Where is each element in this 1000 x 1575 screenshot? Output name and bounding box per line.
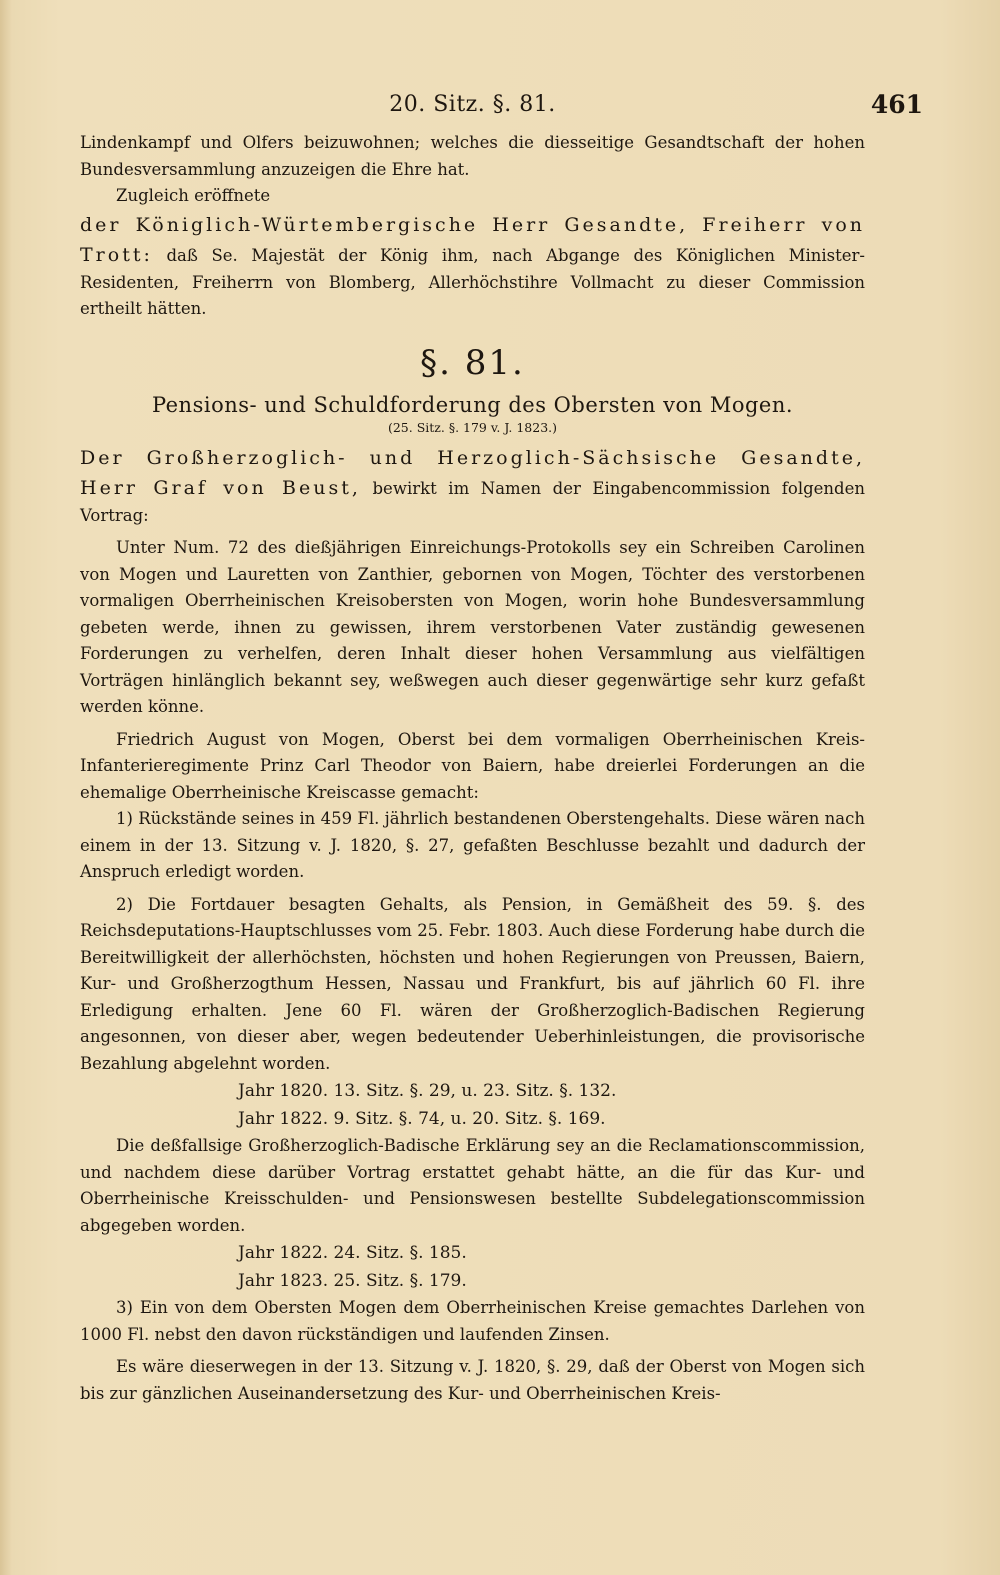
page-header bbox=[80, 90, 923, 124]
paragraph: Es wäre dieserwegen in der 13. Sitzung v. J. 1820, §. 29, daß der Oberst von Mogen sich bis zur gänzlichen Auseinandersetzung des Kur- und Oberrheinischen Kreis- bbox=[80, 1357, 865, 1403]
section-number: §. 81. bbox=[420, 342, 525, 383]
paragraph: Unter Num. 72 des dießjährigen Einreichungs-Protokolls sey ein Schreiben Carolinen von Mogen und Lauretten von Zanthier, gebornen von Mogen, Töchter des verstorbenen vormaligen Oberrheinischen Kreisobersten von Mogen, worin hohe Bundesversammlung gebeten werde, ihnen zu gewissen, ihrem verstorbenen Vater zuständig gewesenen Forderungen zu verhelfen, deren Inhalt dieser hohen Versammlung aus vielfältigen Vorträgen hinlänglich bekannt sey, weßwegen auch dieser gegenwärtige sehr kurz gefaßt werden könne. bbox=[80, 538, 865, 716]
paragraph-text: bewirkt im Namen der Eingabencommission folgenden Vortrag: bbox=[80, 478, 866, 525]
spaced-name: der Königlich-Würtembergische Herr Gesandte, Freiherr von Trott: bbox=[80, 213, 865, 266]
reference-line: Jahr 1820. 13. Sitz. §. 29, u. 23. Sitz. §. 132. bbox=[238, 1081, 617, 1101]
paragraph bbox=[80, 210, 865, 323]
list-item: 1) Rückstände seines in 459 Fl. jährlich bestandenen Oberstengehalts. Diese wären nach einem in der 13. Sitzung v. J. 1820, §. 27, gefaßten Beschlusse bezahlt und dadurch der Anspruch erledigt worden. bbox=[80, 809, 865, 881]
section-title: Pensions- und Schuldforderung des Obersten von Mogen. bbox=[151, 392, 794, 417]
reference-line: Jahr 1822. 24. Sitz. §. 185. bbox=[238, 1243, 467, 1263]
page-body bbox=[80, 130, 865, 1407]
list-item: 3) Ein von dem Obersten Mogen dem Oberrheinischen Kreise gemachtes Darlehen von 1000 Fl. nebst den davon rückständigen und laufenden Zinsen. bbox=[80, 1298, 865, 1344]
paragraph bbox=[80, 443, 865, 530]
spaced-name: Der Großherzoglich- und Herzoglich-Sächsische Gesandte, Herr Graf von Beust, bbox=[80, 446, 865, 499]
reference-line: Jahr 1823. 25. Sitz. §. 179. bbox=[238, 1271, 467, 1291]
paragraph-intro: Zugleich eröffnete bbox=[116, 186, 271, 205]
running-head: 20. Sitz. §. 81. bbox=[389, 92, 556, 117]
reference-line: Jahr 1822. 9. Sitz. §. 74, u. 20. Sitz. §. 169. bbox=[238, 1109, 606, 1129]
paragraph-text: daß Se. Majestät der König ihm, nach Abgange des Königlichen Minister-Residenten, Freiherrn von Blomberg, Allerhöchstihre Vollmacht zu dieser Commission ertheilt hätten. bbox=[80, 245, 866, 318]
section-reference: (25. Sitz. §. 179 v. J. 1823.) bbox=[387, 419, 558, 435]
list-item: 2) Die Fortdauer besagten Gehalts, als Pension, in Gemäßheit des 59. §. des Reichsdeputations-Hauptschlusses vom 25. Febr. 1803. Auch diese Forderung habe durch die Bereitwilligkeit der allerhöchsten, höchsten und hohen Regierungen von Preussen, Baiern, Kur- und Großherzogthum Hessen, Nassau und Frankfurt, bis auf jährlich 60 Fl. ihre Erledigung erhalten. Jene 60 Fl. wären der Großherzoglich-Badischen Regierung angesonnen, von dieser aber, wegen bedeutender Ueberhinleistungen, die provisorische Bezahlung abgelehnt worden. bbox=[80, 894, 865, 1073]
paragraph: Lindenkampf und Olfers beizuwohnen; welches die diesseitige Gesandtschaft der hohen Bundesversammlung anzuzeigen die Ehre hat. bbox=[80, 133, 865, 179]
paragraph: Friedrich August von Mogen, Oberst bei dem vormaligen Oberrheinischen Kreis-Infanterieregimente Prinz Carl Theodor von Baiern, habe dreierlei Forderungen an die ehemalige Oberrheinische Kreiscasse gemacht: bbox=[80, 729, 865, 802]
page-number: 461 bbox=[870, 90, 923, 119]
paragraph: Die deßfallsige Großherzoglich-Badische Erklärung sey an die Reclamationscommission, und nachdem diese darüber Vortrag erstattet gehabt hätte, an die für das Kur- und Oberrheinische Kreisschulden- und Pensionswesen bestellte Subdelegationscommission abgegeben worden. bbox=[80, 1136, 865, 1235]
